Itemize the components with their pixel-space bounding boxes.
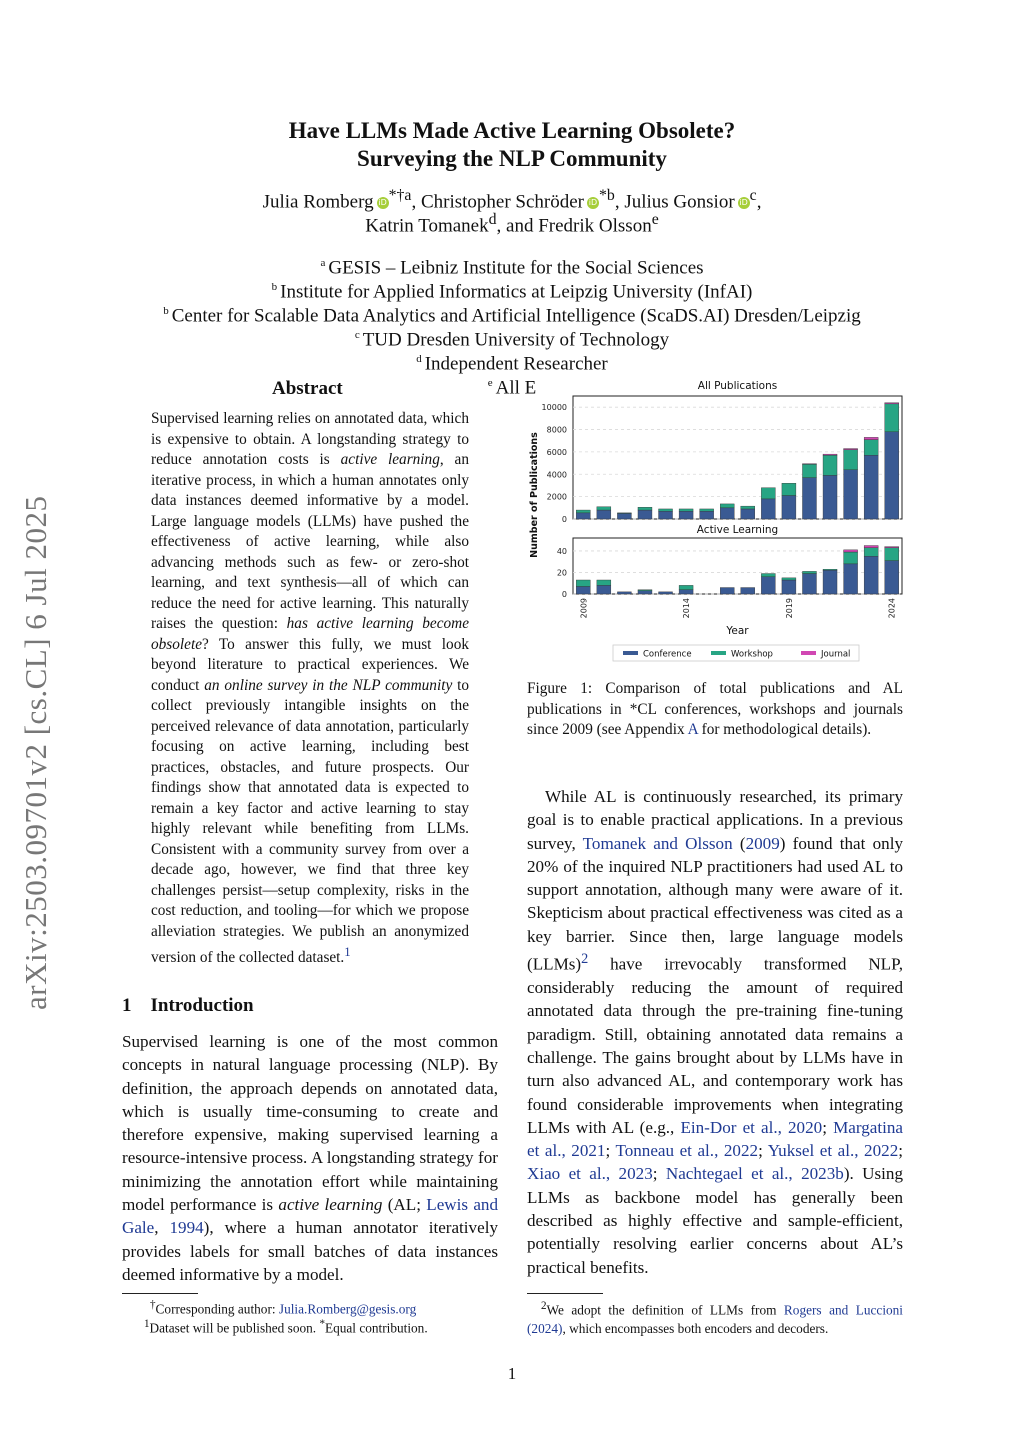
active-learning-bar-workshop (679, 585, 693, 589)
abstract-heading: Abstract (272, 378, 343, 399)
author-marks: *b (599, 187, 615, 204)
affiliation: $^a$ GESIS – Leibniz Institute for the Social Sciences (320, 257, 704, 279)
active-learning-bar-conference (761, 577, 775, 594)
footnote-ref[interactable]: 2 (581, 951, 589, 968)
all-publications-bar-workshop (864, 440, 878, 456)
active-learning-bar-workshop (844, 552, 858, 564)
introduction-paragraph: Supervised learning is one of the most common concepts in natural language processing (NLP). By definition, the approach depends on annotated data, which is usually time-consuming to create and therefore expensive, making supervised learning a resource-intensive process. A longstanding strategy for minimizing the annotation effort while maintaining model performance is active learning (AL; Lewis and Gale, 1994), where a human annotator iteratively provides labels for small batches of data instances deemed informative by a model. (122, 1032, 499, 1284)
all-publications-bar-journal (844, 449, 858, 450)
all-publications-bar-conference (597, 510, 611, 519)
affiliation: $^b$ Institute for Applied Informatics at Leipzig University (InfAI) (271, 281, 753, 303)
page-number: 1 (507, 1364, 517, 1383)
all-publications-bar-workshop (844, 450, 858, 470)
citation-link[interactable]: Xiao et al., 2023 (527, 1164, 653, 1184)
citation-link[interactable]: Tomanek and Olsson (582, 833, 733, 853)
active-learning-bar-workshop (761, 574, 775, 577)
citation-link[interactable]: Ein-Dor et al., 2020 (680, 1117, 823, 1137)
all-publications-bar-workshop (720, 504, 734, 508)
all-publications-bar-journal (802, 464, 816, 465)
all-publications-bar-workshop (679, 509, 693, 511)
active-learning-bar-workshop (597, 580, 611, 585)
all-publications-bar-workshop (802, 464, 816, 477)
active-learning-bar-conference (597, 585, 611, 594)
author-marks: d (488, 211, 497, 228)
arxiv-identifier[interactable]: arXiv:2503.09701v2 [cs.CL] 6 Jul 2025 (18, 495, 53, 1010)
all-publications-bar-journal (885, 403, 899, 404)
citation-link[interactable]: 1994 (169, 1218, 204, 1238)
footnote-llm-definition: $^2$We adopt the definition of LLMs from Rogers and Luccioni (2024), which encompasses both encoders and decoders. (527, 1300, 904, 1336)
active-learning-bar-conference (741, 588, 755, 594)
all-publications-bar-conference (864, 455, 878, 519)
all-publications-y-tick-label: 6000 (546, 447, 567, 457)
all-publications-bar-workshop (576, 510, 590, 513)
all-publications-bar-workshop (700, 509, 714, 511)
orcid-icon[interactable]: iD (739, 198, 748, 208)
footnote-rule (122, 1293, 198, 1294)
author-line-1: Julia Romberg iD $^{*\dagger a}$, Christopher Schröder iD $^{*b}$, Julius Gonsior iD $^c$, (262, 187, 762, 213)
active-learning-bar-conference (679, 590, 693, 594)
author-name: Julia Romberg (262, 191, 374, 213)
all-publications-bar-conference (761, 499, 775, 519)
legend-swatch-workshop (711, 651, 726, 655)
author-name: Christopher Schröder (420, 191, 584, 213)
author-name: Fredrik Olsson (538, 215, 652, 237)
all-publications-bar-workshop (617, 513, 631, 514)
author-name: Julius Gonsior (624, 191, 735, 213)
active-learning-bar-journal (864, 546, 878, 548)
active-learning-bar-conference (885, 561, 899, 594)
all-publications-bar-workshop (741, 506, 755, 509)
active-learning-bar-conference (720, 588, 734, 594)
all-publications-bar-workshop (885, 404, 899, 432)
all-publications-y-tick-label: 2000 (546, 492, 567, 502)
citation-link[interactable]: Rogers and Luccioni (2024) (527, 1302, 904, 1336)
all-publications-title: All Publications (697, 380, 778, 392)
author-marks: c (749, 187, 757, 204)
legend-swatch-journal (801, 651, 816, 655)
footnote-ref[interactable]: 1 (344, 945, 351, 959)
active-learning-y-tick-label: 20 (556, 568, 567, 578)
x-tick-label: 2009 (579, 598, 589, 619)
active-learning-bar-workshop (638, 590, 652, 591)
active-learning-bar-workshop (885, 548, 899, 561)
all-publications-bar-conference (885, 432, 899, 519)
x-tick-label: 2024 (887, 598, 897, 619)
all-publications-bar-conference (720, 508, 734, 519)
y-axis-label: Number of Publications (529, 432, 540, 558)
x-tick-label: 2019 (784, 598, 794, 619)
all-publications-bar-workshop (823, 455, 837, 475)
appendix-link[interactable]: A (687, 721, 698, 739)
active-learning-bar-conference (844, 564, 858, 594)
citation-link[interactable]: Yuksel et al., 2022 (767, 1141, 899, 1161)
active-learning-bar-conference (782, 580, 796, 594)
all-publications-y-tick-label: 0 (561, 515, 567, 524)
author-name: Katrin Tomanek (365, 215, 489, 237)
paper-title-line-1: Have LLMs Made Active Learning Obsolete? (288, 118, 736, 143)
active-learning-y-tick-label: 0 (561, 590, 567, 599)
active-learning-bar-workshop (782, 578, 796, 580)
all-publications-bar-workshop (761, 488, 775, 499)
all-publications-bar-conference (844, 470, 858, 519)
footnote-rule (527, 1293, 603, 1294)
affiliation: $^b$ Center for Scalable Data Analytics and Artificial Intelligence (ScaDS.AI) Dresden/Leipzig (163, 305, 861, 327)
citation-link[interactable]: Lewis and Gale (122, 1195, 499, 1238)
footnote-dataset: $^1$Dataset will be published soon. *Equal contribution. (144, 1318, 428, 1336)
orcid-icon[interactable]: iD (378, 198, 387, 208)
active-learning-bar-conference (659, 592, 673, 594)
right-column-paragraph: While AL is continuously researched, its primary goal is to enable practical applications. In a previous survey, Tomanek and Olsson (2009) found that only 20% of the inquired NLP practitioners had used AL to support annotation, although many were aware of it. Skepticism about practical effectiveness was cited as a key barrier. Since then, large language models (LLMs)$^2$ have irrevocably transformed NLP, considerably reducing the amount of required annotated data through the pre-training fine-tuning paradigm. Still, obtaining annotated data remains a challenge. The gains brought about by LLMs have in turn also advanced AL, and contemporary work has found considerable improvements when integrating LLMs with AL (e.g., Ein-Dor et al., 2020; Margatina et al., 2021; Tonneau et al., 2022; Yuksel et al., 2022; Xiao et al., 2023; Nachtegael et al., 2023b). Using LLMs as backbone model has generally been described as highly effective and sample-efficient, potentially resolving earlier concerns about AL’s practical benefits. (527, 787, 904, 1277)
active-learning-bar-conference (802, 574, 816, 594)
affiliation: $^c$ TUD Dresden University of Technology (354, 329, 670, 351)
legend-label-workshop: Workshop (731, 649, 773, 660)
active-learning-bar-workshop (802, 571, 816, 573)
all-publications-bar-workshop (638, 507, 652, 510)
figure-caption: Figure 1: Comparison of total publications and AL publications in *CL conferences, workshops and journals since 2009 (see Appendix A for methodological details). (527, 680, 903, 739)
all-publications-bar-workshop (597, 507, 611, 510)
active-learning-bar-conference (638, 591, 652, 594)
all-publications-bar-conference (659, 511, 673, 519)
footnote-corresponding: †Corresponding author: Julia.Romberg@gesis.org (150, 1299, 417, 1317)
active-learning-bar-workshop (864, 548, 878, 557)
active-learning-bar-workshop (823, 569, 837, 570)
section-heading: 1 Introduction (122, 995, 254, 1016)
all-publications-bar-conference (638, 510, 652, 519)
abstract-text: Supervised learning relies on annotated data, which is expensive to obtain. A longstanding strategy to reduce annotation costs is active learning, an iterative process, in which a human annotates only data instances deemed informative by a model. Large language models (LLMs) have pushed the effectiveness of active learning, while also advancing methods such as few- or zero-shot learning, and text synthesis—all of which can reduce the need for active learning. This naturally raises the question: has active learning become obsolete? To answer this fully, we must look beyond literature to practical experiences. We conduct an online survey in the NLP community to collect previously intangible insights on the perceived relevance of data annotation, particularly focusing on active learning, including best practices, obstacles, and future prospects. Our findings show that annotated data is expected to remain a key factor and active learning to stay highly relevant while benefiting from LLMs. Consistent with a community survey from over a decade ago, however, we find that three key challenges persist—setup complexity, risks in the cost reduction, and tooling—for which we propose alleviation strategies. We publish an anonymized version of the collected dataset.$^1$ (151, 410, 469, 967)
x-axis-label: Year (726, 625, 749, 637)
active-learning-bar-journal (844, 550, 858, 552)
all-publications-bar-workshop (782, 483, 796, 495)
all-publications-y-tick-label: 4000 (546, 470, 567, 480)
legend-swatch-conference (623, 651, 638, 655)
all-publications-bar-journal (823, 454, 837, 455)
paper-title-line-2: Surveying the NLP Community (357, 146, 667, 171)
citation-link[interactable]: 2009 (745, 833, 780, 853)
citation-link[interactable]: Tonneau et al., 2022 (615, 1141, 759, 1161)
email-link[interactable]: Julia.Romberg@gesis.org (278, 1301, 417, 1317)
legend-label-journal: Journal (821, 649, 851, 660)
all-publications-bar-conference (617, 513, 631, 519)
all-publications-bar-workshop (659, 509, 673, 511)
citation-link[interactable]: Margatina et al., 2021 (527, 1117, 904, 1161)
all-publications-y-tick-label: 8000 (546, 425, 567, 435)
figure-1-chart (520, 374, 920, 669)
all-publications-bar-conference (802, 478, 816, 519)
active-learning-bar-conference (823, 570, 837, 594)
active-learning-title: Active Learning (696, 524, 779, 536)
active-learning-bar-journal (885, 547, 899, 548)
orcid-icon[interactable]: iD (588, 198, 598, 208)
x-tick-label: 2014 (682, 598, 692, 619)
active-learning-bar-conference (617, 592, 631, 594)
all-publications-bar-conference (679, 511, 693, 519)
citation-link[interactable]: Nachtegael et al., 2023b (665, 1164, 844, 1184)
legend-label-conference: Conference (643, 649, 692, 660)
all-publications-bar-conference (576, 513, 590, 519)
all-publications-bar-journal (864, 437, 878, 439)
all-publications-bar-conference (700, 511, 714, 519)
author-line-2: Katrin Tomanek$^d$, and Fredrik Olsson$^e$ (365, 211, 659, 237)
active-learning-bar-conference (864, 556, 878, 594)
active-learning-bar-conference (576, 586, 590, 594)
affiliation: $^d$ Independent Researcher (416, 353, 608, 375)
all-publications-bar-conference (782, 496, 796, 519)
all-publications-bar-conference (741, 509, 755, 519)
all-publications-y-tick-label: 10000 (541, 403, 567, 413)
all-publications-bar-conference (823, 475, 837, 519)
author-marks: *†a (388, 187, 412, 204)
active-learning-bar-workshop (576, 580, 590, 586)
active-learning-y-tick-label: 40 (556, 546, 567, 556)
author-marks: e (651, 211, 659, 228)
affiliation: $^e$ All E (487, 377, 537, 399)
